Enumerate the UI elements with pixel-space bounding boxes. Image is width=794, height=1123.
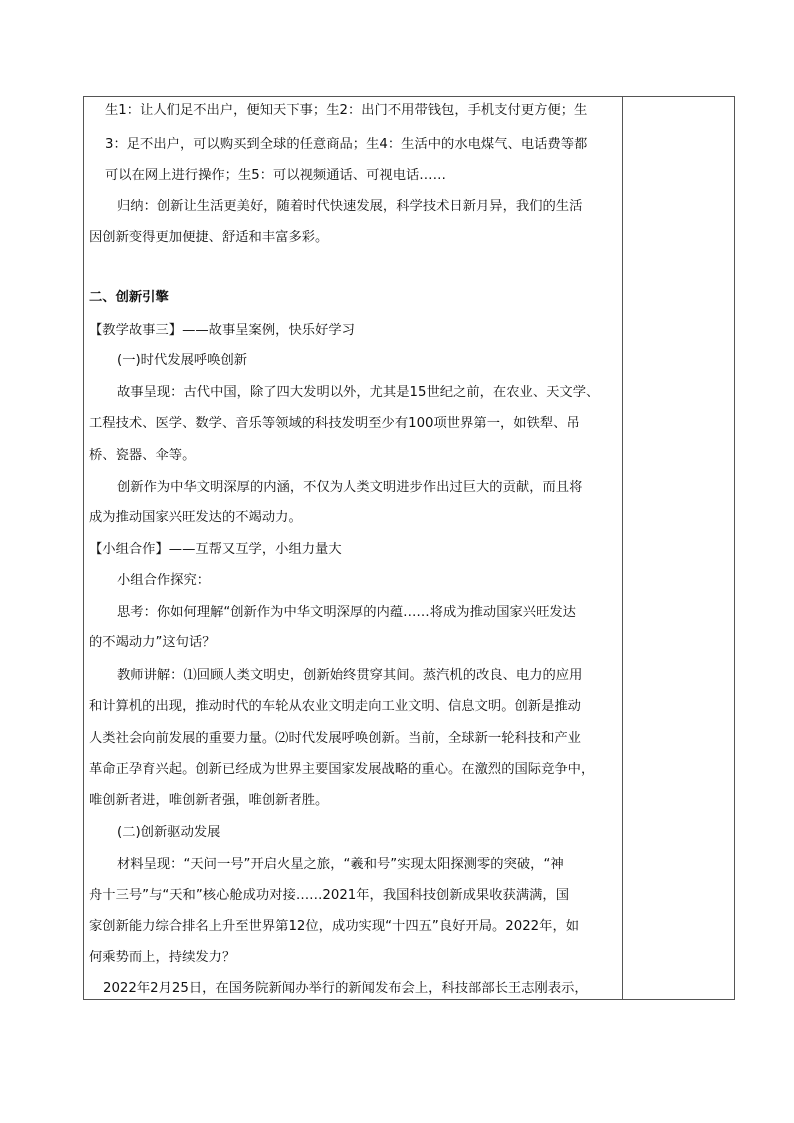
text-line: 材料呈现：“天问一号”开启火星之旅，“羲和号”实现太阳探测零的突破，“神 xyxy=(117,857,564,872)
text-line: 2022年2月25日，在国务院新闻办举行的新闻发布会上，科技部部长王志刚表示， xyxy=(103,981,588,996)
text-line: 故事呈现：古代中国，除了四大发明以外，尤其是15世纪之前，在农业、天文学、 xyxy=(117,385,600,400)
text-line: 教师讲解：⑴回顾人类文明史，创新始终贯穿其间。蒸汽机的改良、电力的应用 xyxy=(117,668,583,683)
text-line: 创新作为中华文明深厚的内涵，不仅为人类文明进步作出过巨大的贡献，而且将 xyxy=(117,480,583,495)
text-line: 人类社会向前发展的重要力量。⑵时代发展呼唤创新。当前，全球新一轮科技和产业 xyxy=(89,731,581,746)
text-line: 生1：让人们足不出户，便知天下事；生2：出门不用带钱包，手机支付更方便；生 xyxy=(105,103,588,118)
text-line: 工程技术、医学、数学、音乐等领域的科技发明至少有100项世界第一，如铁犁、吊 xyxy=(89,416,580,431)
text-line: 归纳：创新让生活更美好，随着时代快速发展，科学技术日新月异，我们的生活 xyxy=(117,199,583,214)
text-line: 何乘势而上，持续发力？ xyxy=(89,950,236,965)
text-line: 和计算机的出现，推动时代的车轮从农业文明走向工业文明、信息文明。创新是推动 xyxy=(89,699,581,714)
text-line: 舟十三号”与“天和”核心舱成功对接……2021年，我国科技创新成果收获满满，国 xyxy=(89,888,570,903)
text-line: 唯创新者进，唯创新者强，唯创新者胜。 xyxy=(89,793,329,808)
subsection-heading: (二)创新驱动发展 xyxy=(117,825,221,840)
text-line: 成为推动国家兴旺发达的不竭动力。 xyxy=(89,510,302,525)
text-line: 的不竭动力”这句话？ xyxy=(89,635,216,650)
text-line: 可以在网上进行操作；生5：可以视频通话、可视电话…… xyxy=(105,168,446,183)
lesson-table xyxy=(83,96,735,1000)
text-line: 桥、瓷器、伞等。 xyxy=(89,448,196,463)
text-line: 思考：你如何理解“创新作为中华文明深厚的内蕴……将成为推动国家兴旺发达 xyxy=(117,605,576,620)
text-line: 【小组合作】——互帮又互学，小组力量大 xyxy=(89,542,342,557)
section-heading: 二、创新引擎 xyxy=(89,290,169,305)
text-line: 因创新变得更加便捷、舒适和丰富多彩。 xyxy=(89,230,329,245)
subsection-heading: (一)时代发展呼唤创新 xyxy=(117,353,248,368)
column-divider xyxy=(622,97,623,999)
text-line: 小组合作探究： xyxy=(117,573,211,588)
text-line: 革命正孕育兴起。创新已经成为世界主要国家发展战略的重心。在激烈的国际竞争中， xyxy=(89,762,595,777)
text-line: 【教学故事三】——故事呈案例，快乐好学习 xyxy=(89,323,355,338)
content-cell xyxy=(84,97,622,999)
text-line: 家创新能力综合排名上升至世界第12位，成功实现“十四五”良好开局。2022年，如 xyxy=(89,919,580,934)
text-line: 3：足不出户，可以购买到全球的任意商品；生4：生活中的水电煤气、电话费等都 xyxy=(105,137,588,152)
